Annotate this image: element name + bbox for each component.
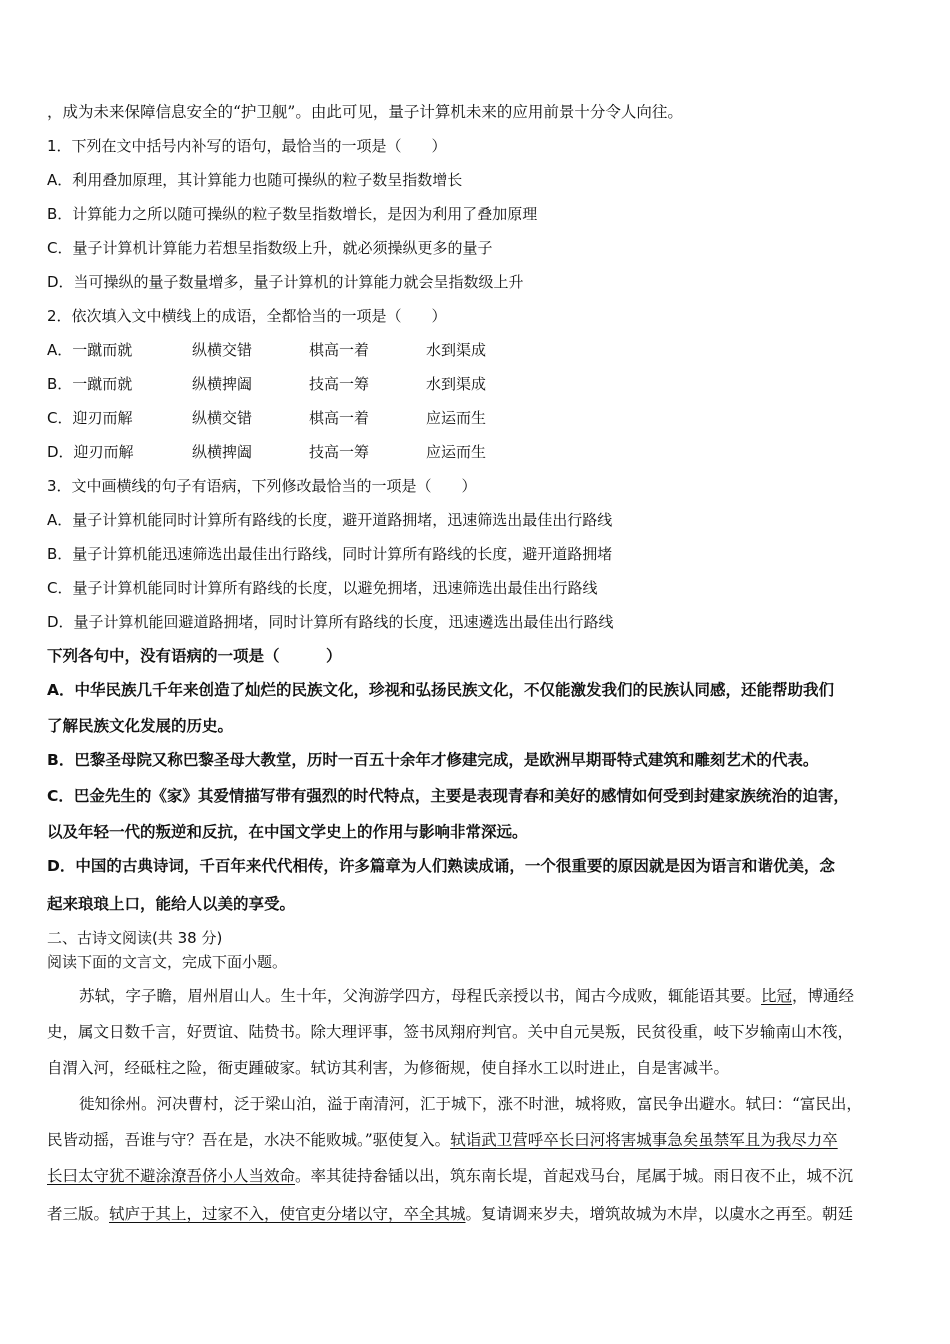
- q2-d-col2: 纵横捭阖: [192, 443, 253, 461]
- q2-c-col3: 棋高一着: [309, 409, 370, 427]
- q2-a-col4: 水到渠成: [426, 341, 487, 359]
- q1-option-d: D．当可操纵的量子数量增多，量子计算机的计算能力就会呈指数级上升: [47, 273, 524, 291]
- q2-b-col3: 技高一筹: [309, 375, 370, 393]
- passage-p2-line3: [47, 1166, 853, 1186]
- q1-option-b: B．计算能力之所以随可操纵的粒子数呈指数增长，是因为利用了叠加原理: [47, 205, 538, 223]
- q2-d-label: D．迎刃而解: [47, 443, 134, 461]
- q2-c-label: C．迎刃而解: [47, 409, 133, 427]
- passage-p1-line1: [79, 986, 854, 1006]
- q2-b-col4: 水到渠成: [426, 375, 487, 393]
- underlined-sentence: 轼庐于其上，过家不入，使官吏分堵以守，卒全其城: [109, 1205, 466, 1223]
- q2-a-col3: 棋高一着: [309, 341, 370, 359]
- passage-p2-line2: [47, 1130, 838, 1150]
- q2-option-d: [47, 442, 547, 462]
- q3-stem: 3．文中画横线的句子有语病，下列修改最恰当的一项是（ ）: [47, 477, 477, 495]
- q3-option-d: D．量子计算机能回避道路拥堵，同时计算所有路线的长度，迅速遴选出最佳出行路线: [47, 613, 614, 631]
- q4-option-d-line1: D．中国的古典诗词，千百年来代代相传，许多篇章为人们熟读成诵，一个很重要的原因就是因为语言和谐优美，念: [47, 857, 835, 875]
- q2-b-label: B．一蹴而就: [47, 375, 133, 393]
- underlined-phrase: 比冠: [761, 987, 793, 1005]
- q2-d-col4: 应运而生: [426, 443, 487, 461]
- section-title: 二、古诗文阅读(共 38 分): [47, 929, 223, 947]
- intro-line: ，成为未来保障信息安全的“护卫舰”。由此可见，量子计算机未来的应用前景十分令人向往。: [47, 103, 683, 121]
- q4-option-d-line2: 起来琅琅上口，能给人以美的享受。: [47, 895, 296, 913]
- q2-b-col2: 纵横捭阖: [192, 375, 253, 393]
- q2-a-label: A．一蹴而就: [47, 341, 133, 359]
- q4-option-a-line1: A．中华民族几千年来创造了灿烂的民族文化，珍视和弘扬民族文化，不仅能激发我们的民族认同感，还能帮助我们: [47, 681, 834, 699]
- q3-option-b: B．量子计算机能迅速筛选出最佳出行路线，同时计算所有路线的长度，避开道路拥堵: [47, 545, 613, 563]
- q2-c-col2: 纵横交错: [192, 409, 253, 427]
- q1-stem: 1．下列在文中括号内补写的语句，最恰当的一项是（ ）: [47, 137, 447, 155]
- q2-c-col4: 应运而生: [426, 409, 487, 427]
- q4-option-b: B．巴黎圣母院又称巴黎圣母大教堂，历时一百五十余年才修建完成，是欧洲早期哥特式建筑和雕刻艺术的代表。: [47, 751, 819, 769]
- q4-option-c-line1: C．巴金先生的《家》其爱情描写带有强烈的时代特点，主要是表现青春和美好的感情如何受到封建家族统治的迫害，: [47, 787, 849, 805]
- passage-text: 者三版。: [47, 1205, 110, 1223]
- passage-text: 民皆动摇，吾谁与守？吾在是，水决不能败城。”驱使复入。: [47, 1131, 451, 1149]
- passage-text: ，博通经: [792, 987, 855, 1005]
- q4-stem: 下列各句中，没有语病的一项是（ ）: [47, 647, 342, 665]
- q3-option-a: A．量子计算机能同时计算所有路线的长度，避开道路拥堵，迅速筛选出最佳出行路线: [47, 511, 613, 529]
- passage-text: 。复请调来岁夫，增筑故城为木岸，以虞水之再至。朝廷: [465, 1205, 854, 1223]
- section-instruction: 阅读下面的文言文，完成下面小题。: [47, 953, 288, 971]
- underlined-sentence: 长曰太守犹不避涂潦吾侪小人当效命: [47, 1167, 296, 1185]
- q4-option-a-line2: 了解民族文化发展的历史。: [47, 717, 234, 735]
- q2-option-b: [47, 374, 547, 394]
- q2-a-col2: 纵横交错: [192, 341, 253, 359]
- underlined-sentence: 轼诣武卫营呼卒长曰河将害城事急矣虽禁军且为我尽力卒: [450, 1131, 838, 1149]
- q2-option-c: [47, 408, 547, 428]
- passage-p1-line2: 史，属文日数千言，好贾谊、陆贽书。除大理评事，签书凤翔府判官。关中自元昊叛，民贫役重，岐下岁输南山木筏，: [47, 1023, 854, 1041]
- q2-d-col3: 技高一筹: [309, 443, 370, 461]
- q1-option-a: A．利用叠加原理，其计算能力也随可操纵的粒子数呈指数增长: [47, 171, 463, 189]
- passage-p1-line3: 自渭入河，经砥柱之险，衙吏踵破家。轼访其利害，为修衙规，使自择水工以时进止，自是害减半。: [47, 1059, 730, 1077]
- q2-stem: 2．依次填入文中横线上的成语，全都恰当的一项是（ ）: [47, 307, 447, 325]
- q3-option-c: C．量子计算机能同时计算所有路线的长度，以避免拥堵，迅速筛选出最佳出行路线: [47, 579, 598, 597]
- passage-p2-line1: 徙知徐州。河决曹村，泛于梁山泊，溢于南清河，汇于城下，涨不时泄，城将败，富民争出避水。轼曰：“富民出，: [79, 1095, 862, 1113]
- q4-option-c-line2: 以及年轻一代的叛逆和反抗，在中国文学史上的作用与影响非常深远。: [47, 823, 528, 841]
- passage-text: 。率其徒持畚锸以出，筑东南长堤，首起戏马台，尾属于城。雨日夜不止，城不沉: [295, 1167, 854, 1185]
- passage-p2-line4: [47, 1204, 853, 1224]
- q1-option-c: C．量子计算机计算能力若想呈指数级上升，就必须操纵更多的量子: [47, 239, 493, 257]
- q2-option-a: [47, 340, 547, 360]
- passage-text: 苏轼，字子瞻，眉州眉山人。生十年，父洵游学四方，母程氏亲授以书，闻古今成败，辄能语其要。: [79, 987, 762, 1005]
